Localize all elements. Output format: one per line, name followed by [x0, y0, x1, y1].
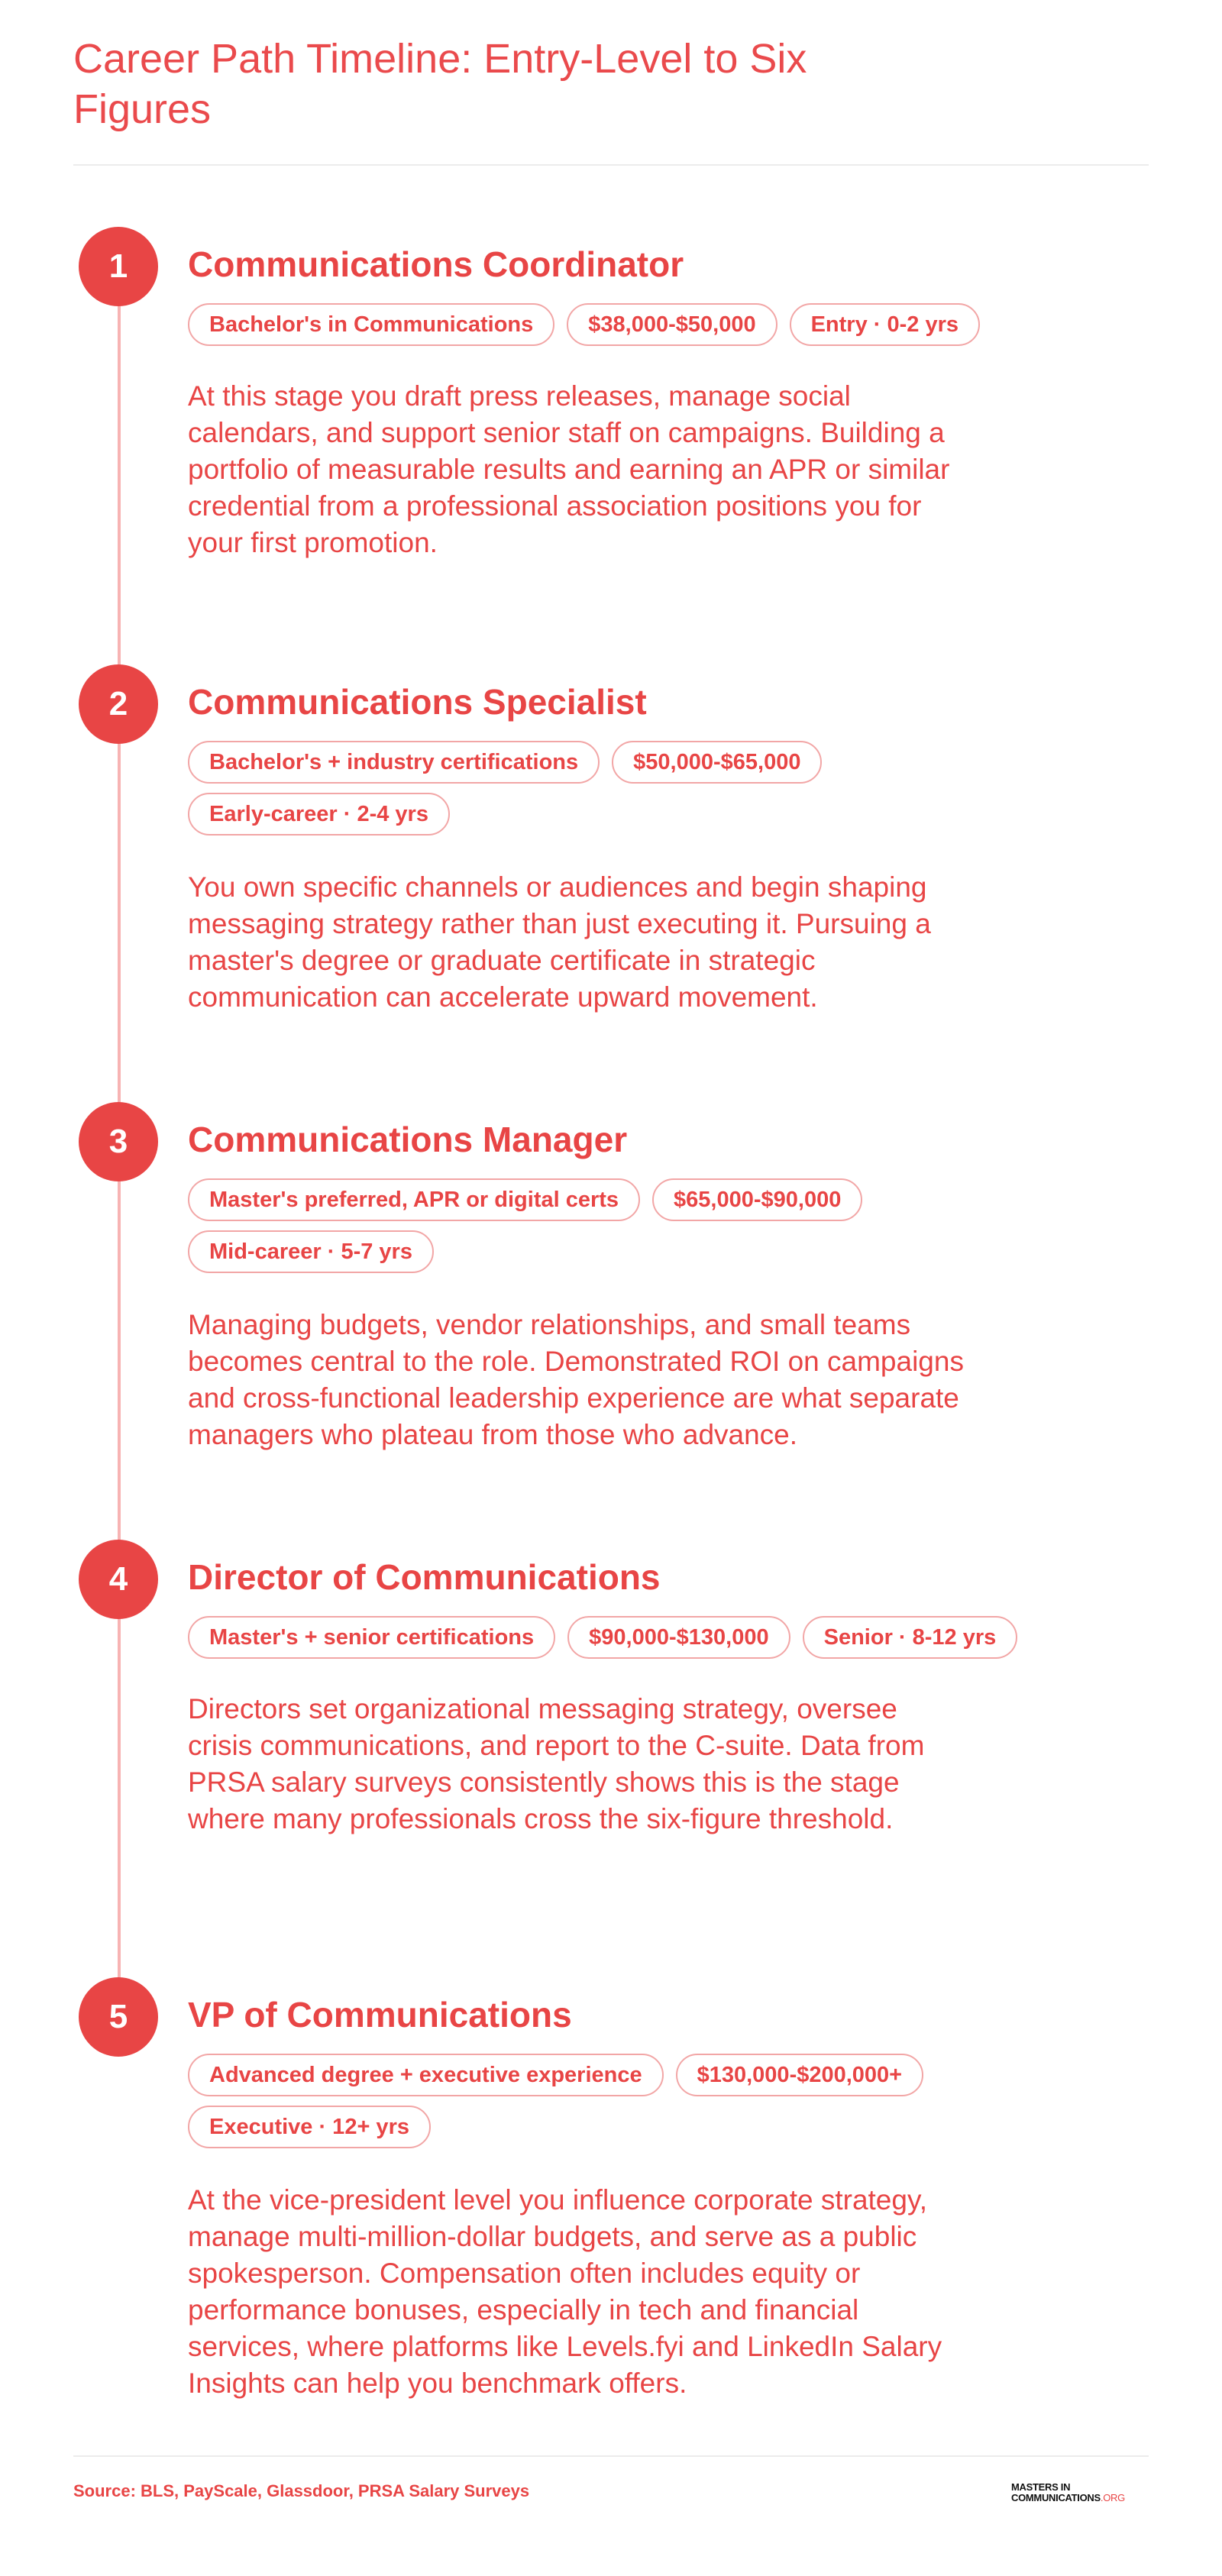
salary-tag: $65,000-$90,000	[652, 1178, 862, 1221]
education-tag: Master's + senior certifications	[188, 1616, 555, 1659]
stage-tags	[188, 741, 906, 836]
stage-tags	[188, 1178, 952, 1273]
stage-number-badge: 4	[79, 1540, 158, 1619]
salary-tag: $130,000-$200,000+	[676, 2054, 924, 2096]
stage-tags	[188, 1616, 1150, 1659]
experience-tag: Entry · 0-2 yrs	[790, 303, 980, 346]
stage-number-badge: 5	[79, 1977, 158, 2057]
salary-tag: $50,000-$65,000	[612, 741, 822, 784]
stage-description: At this stage you draft press releases, manage social calendars, and support senior staff on campaigns. Building a portfolio of measurable results and earning an APR or similar credential from a professional association positions you for your first promotion.	[188, 380, 950, 558]
stage-title: VP of Communications	[188, 1995, 572, 2035]
stage-title: Director of Communications	[188, 1557, 661, 1597]
header-divider	[73, 164, 1149, 166]
stage-description: You own specific channels or audiences and begin shaping messaging strategy rather than just executing it. Pursuing a master's degree or graduate certificate in strategic communication can accelerate upward movement.	[188, 871, 931, 1013]
stage-description: At the vice-president level you influence corporate strategy, manage multi-million-dollar budgets, and serve as a public spokesperson. Compensation often includes equity or performance bonuses, especially in tech and financial services, where platforms like Levels.fyi and LinkedIn Salary Insights can help you benchmark offers.	[188, 2184, 942, 2399]
stage-title: Communications Specialist	[188, 682, 647, 722]
logo-text-line2	[1011, 2493, 1149, 2503]
experience-tag: Senior · 8-12 yrs	[803, 1616, 1018, 1659]
site-logo	[1011, 2482, 1149, 2513]
stage-number-badge: 3	[79, 1102, 158, 1181]
stage-number-badge: 2	[79, 664, 158, 744]
source-note: Source: BLS, PayScale, Glassdoor, PRSA Salary Surveys	[73, 2481, 530, 2500]
education-tag: Bachelor's in Communications	[188, 303, 554, 346]
page-title: Career Path Timeline: Entry-Level to Six Figures	[73, 36, 807, 132]
footer-divider	[73, 2455, 1149, 2457]
stage-description: Managing budgets, vendor relationships, and small teams becomes central to the role. Demonstrated ROI on campaigns and cross-functional leadership experience are what separate managers who plateau from those who advance.	[188, 1309, 964, 1450]
salary-tag: $90,000-$130,000	[567, 1616, 790, 1659]
stage-tags	[188, 303, 1150, 346]
logo-text-line1: MASTERS IN	[1011, 2481, 1071, 2493]
stage-title: Communications Manager	[188, 1120, 628, 1159]
logo-suffix: .ORG	[1100, 2492, 1125, 2503]
stage-title: Communications Coordinator	[188, 244, 684, 284]
education-tag: Advanced degree + executive experience	[188, 2054, 664, 2096]
experience-tag: Executive · 12+ yrs	[188, 2106, 431, 2148]
stage-tags	[188, 2054, 982, 2148]
logo-wordmark: COMMUNICATIONS	[1011, 2492, 1101, 2503]
salary-tag: $38,000-$50,000	[567, 303, 777, 346]
stage-description: Directors set organizational messaging strategy, oversee crisis communications, and report to the C-suite. Data from PRSA salary surveys consistently shows this is the stage where many professionals cross the six-figure threshold.	[188, 1693, 925, 1834]
experience-tag: Early-career · 2-4 yrs	[188, 793, 450, 836]
education-tag: Master's preferred, APR or digital certs	[188, 1178, 640, 1221]
stage-number-badge: 1	[79, 227, 158, 306]
experience-tag: Mid-career · 5-7 yrs	[188, 1230, 434, 1273]
education-tag: Bachelor's + industry certifications	[188, 741, 600, 784]
